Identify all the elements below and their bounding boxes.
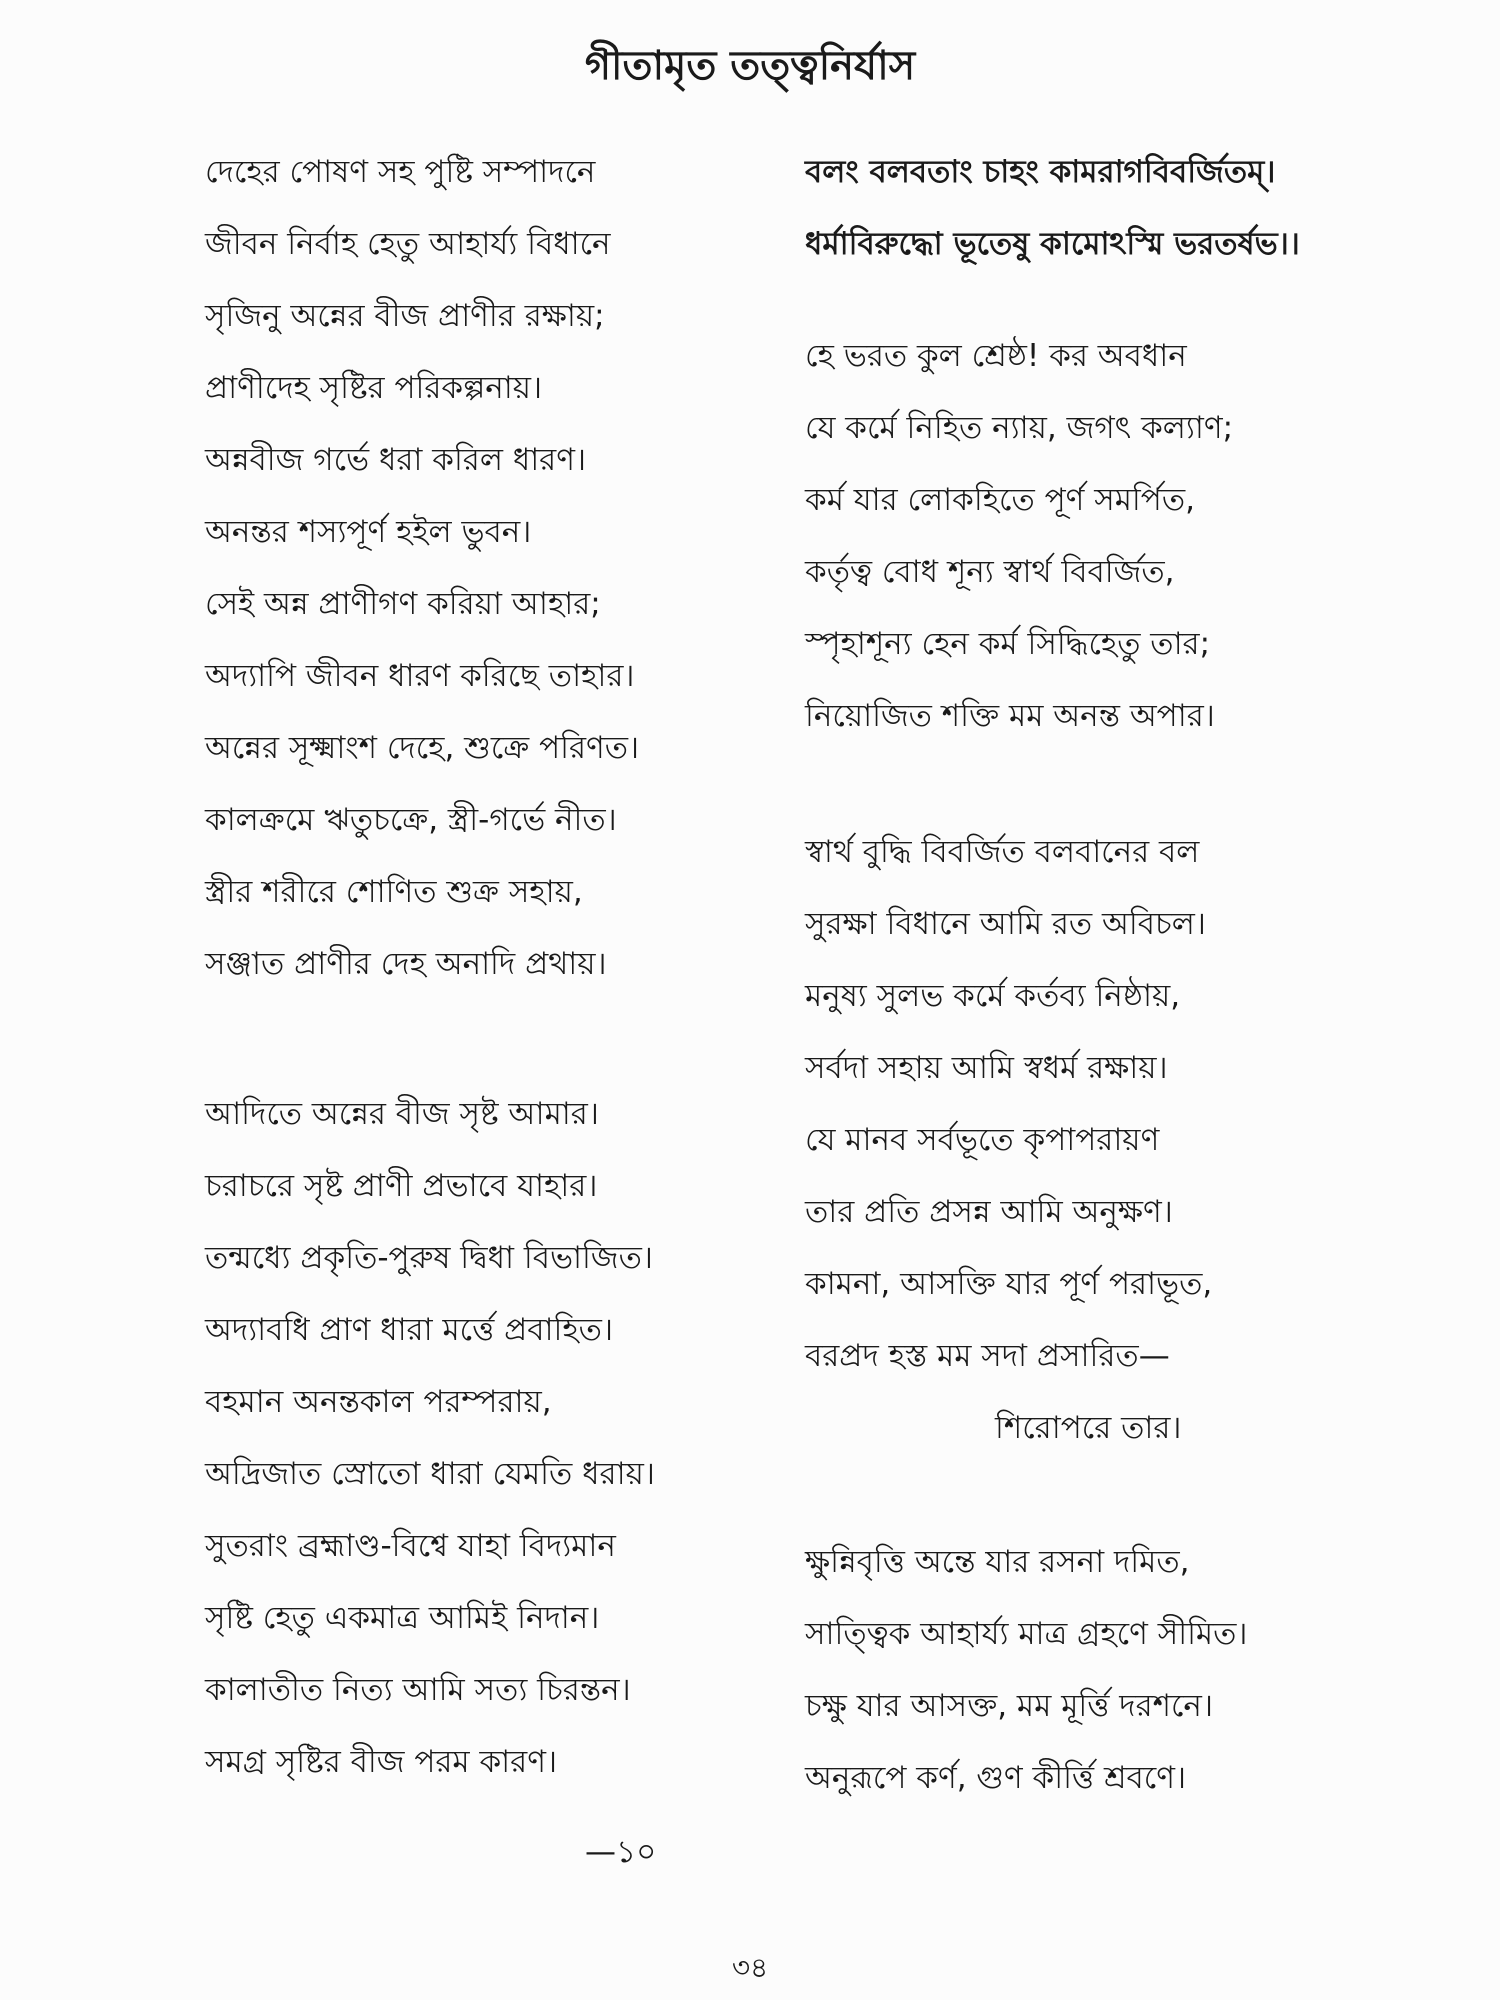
- poem-line: মনুষ্য সুলভ কর্মে কর্তব্য নিষ্ঠায়,: [805, 978, 1181, 1014]
- poem-line: স্পৃহাশূন্য হেন কর্ম সিদ্ধিহেতু তার;: [805, 626, 1211, 662]
- poem-line: কালাতীত নিত্য আমি সত্য চিরন্তন।: [205, 1672, 631, 1708]
- poem-line: শিরোপরে তার।: [995, 1410, 1182, 1446]
- poem-line: ক্ষুন্নিবৃত্তি অন্তে যার রসনা দমিত,: [805, 1544, 1190, 1580]
- poem-line: অনুরূপে কর্ণ, গুণ কীর্ত্তি শ্রবণে।: [805, 1760, 1187, 1796]
- poem-line: অদ্যাপি জীবন ধারণ করিছে তাহার।: [205, 658, 635, 694]
- poem-line: বরপ্রদ হস্ত মম সদা প্রসারিত—: [805, 1338, 1170, 1374]
- poem-line: প্রাণীদেহ সৃষ্টির পরিকল্পনায়।: [205, 370, 543, 406]
- poem-line: যে মানব সর্বভূতে কৃপাপরায়ণ: [805, 1122, 1160, 1158]
- poem-line: হে ভরত কুল শ্রেষ্ঠ! কর অবধান: [805, 338, 1187, 374]
- poem-line: সৃজিনু অন্নের বীজ প্রাণীর রক্ষায়;: [205, 298, 605, 334]
- sanskrit-verse-line: ধর্মাবিরুদ্ধো ভূতেষু কামোঽস্মি ভরতর্ষভ।।: [805, 226, 1300, 262]
- poem-line: অন্নের সূক্ষ্মাংশ দেহে, শুক্রে পরিণত।: [205, 730, 640, 766]
- poem-line: তার প্রতি প্রসন্ন আমি অনুক্ষণ।: [805, 1194, 1173, 1230]
- sanskrit-verse-line: বলং বলবতাং চাহং কামরাগবিবর্জিতম্।: [805, 154, 1276, 190]
- poem-line: স্বার্থ বুদ্ধি বিবর্জিত বলবানের বল: [805, 834, 1200, 870]
- poem-line: চক্ষু যার আসক্ত, মম মূর্ত্তি দরশনে।: [805, 1688, 1214, 1724]
- poem-line: স্ত্রীর শরীরে শোণিত শুক্র সহায়,: [205, 874, 583, 910]
- poem-line: সুতরাং ব্রহ্মাণ্ড-বিশ্বে যাহা বিদ্যমান: [205, 1528, 616, 1564]
- poem-line: বহমান অনন্তকাল পরম্পরায়,: [205, 1384, 552, 1420]
- poem-line: চরাচরে সৃষ্ট প্রাণী প্রভাবে যাহার।: [205, 1168, 598, 1204]
- poem-line: সেই অন্ন প্রাণীগণ করিয়া আহার;: [205, 586, 601, 622]
- poem-line: কর্তৃত্ব বোধ শূন্য স্বার্থ বিবর্জিত,: [805, 554, 1175, 590]
- poem-line: কর্ম যার লোকহিতে পূর্ণ সমর্পিত,: [805, 482, 1195, 518]
- poem-line: সৃষ্টি হেতু একমাত্র আমিই নিদান।: [205, 1600, 600, 1636]
- poem-line: অনন্তর শস্যপূর্ণ হইল ভুবন।: [205, 514, 532, 550]
- poem-line: আদিতে অন্নের বীজ সৃষ্ট আমার।: [205, 1096, 599, 1132]
- poem-line: নিয়োজিত শক্তি মম অনন্ত অপার।: [805, 698, 1215, 734]
- verse-number: —১০: [585, 1834, 657, 1870]
- poem-line: দেহের পোষণ সহ পুষ্টি সম্পাদনে: [205, 154, 596, 190]
- poem-line: সাত্ত্বিক আহার্য্য মাত্র গ্রহণে সীমিত।: [805, 1616, 1248, 1652]
- poem-line: অন্নবীজ গর্ভে ধরা করিল ধারণ।: [205, 442, 587, 478]
- poem-line: সঞ্জাত প্রাণীর দেহ অনাদি প্রথায়।: [205, 946, 607, 982]
- page-number: ৩৪: [731, 1951, 769, 1984]
- poem-line: কালক্রমে ঋতুচক্রে, স্ত্রী-গর্ভে নীত।: [205, 802, 617, 838]
- poem-line: যে কর্মে নিহিত ন্যায়, জগৎ কল্যাণ;: [805, 410, 1234, 446]
- poem-line: অদ্রিজাত স্রোতো ধারা যেমতি ধরায়।: [205, 1456, 655, 1492]
- poem-line: কামনা, আসক্তি যার পূর্ণ পরাভূত,: [805, 1266, 1213, 1302]
- poem-line: সমগ্র সৃষ্টির বীজ পরম কারণ।: [205, 1744, 558, 1780]
- poem-line: জীবন নির্বাহ হেতু আহার্য্য বিধানে: [205, 226, 611, 262]
- poem-line: সর্বদা সহায় আমি স্বধর্ম রক্ষায়।: [805, 1050, 1168, 1086]
- poem-line: তন্মধ্যে প্রকৃতি-পুরুষ দ্বিধা বিভাজিত।: [205, 1240, 653, 1276]
- page-title: গীতামৃত তত্ত্বনির্যাস: [584, 43, 916, 89]
- poem-line: সুরক্ষা বিধানে আমি রত অবিচল।: [805, 906, 1206, 942]
- poem-line: অদ্যাবধি প্রাণ ধারা মর্ত্তে প্রবাহিত।: [205, 1312, 614, 1348]
